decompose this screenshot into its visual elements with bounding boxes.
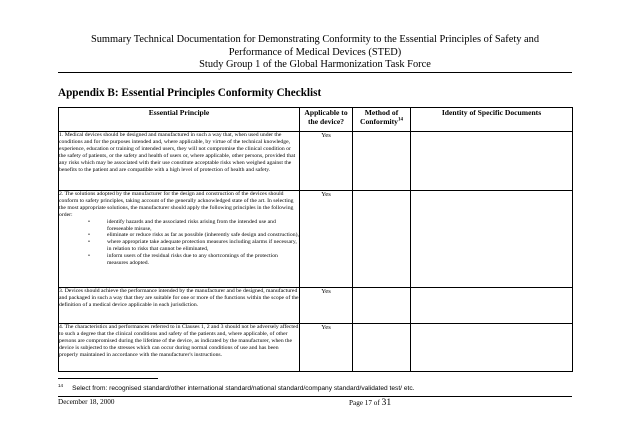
header-divider (58, 72, 572, 73)
footnote (58, 382, 414, 393)
header-line-1: Summary Technical Documentation for Demonstrating Conformity to the Essential Principles of Safety and (90, 34, 540, 45)
table-row (59, 191, 573, 288)
principle-cell: 4. The characteristics and performances referred to in Clauses 1, 2 and 3 should not be adversely affected to such a degree that the clinical conditions and safety of the patients and, where applicable, of other persons are compromised during the lifetime of the device, as indicated by the manufacturer, when the device is subjected to the stresses which can occur during normal conditions of use and has been properly maintained in accordance with the manufacturer's instructions. (59, 324, 300, 372)
list-item: • inform users of the residual risks due to any shortcomings of the protection measures adopted. (88, 253, 278, 267)
principle-cell (59, 191, 300, 288)
applicable-cell: Yes (300, 191, 353, 288)
col-header-documents: Identity of Specific Documents (411, 108, 573, 132)
appendix-title: Appendix B: Essential Principles Conformity Checklist (58, 87, 322, 99)
conformity-checklist-table (58, 107, 573, 372)
header-line-3: Study Group 1 of the Global Harmonization Task Force (199, 59, 431, 71)
col-header-applicable: Applicable to the device? (300, 108, 353, 132)
bullet-icon: • (88, 253, 90, 260)
principle-cell: 1. Medical devices should be designed and manufactured in such a way that, when used under the conditions and for the purposes intended and, where applicable, by virtue of the technical knowledge, experience, education or training of intended users, they will not compromise the clinical condition or the safety of patients, or the safety and health of users or, where applicable, other persons, provided that any risks which may be associated with their use constitute acceptable risks when weighed against the benefits to the patient and are compatible with a high level of protection of health and safety. (59, 132, 300, 191)
list-item: • identify hazards and the associated risks arising from the intended use and foreseeable misuse, (88, 218, 276, 232)
applicable-cell: Yes (300, 324, 353, 372)
table-header-row (59, 108, 573, 132)
method-cell (353, 288, 411, 324)
documents-cell (411, 324, 573, 372)
applicable-cell: Yes (300, 288, 353, 324)
footnote-divider (58, 378, 158, 379)
footnote-number: 14 (58, 383, 64, 388)
principle-bullet-list (59, 219, 299, 267)
page-header (58, 34, 572, 72)
documents-cell (411, 288, 573, 324)
footer-divider (58, 396, 572, 397)
documents-cell (411, 191, 573, 288)
table-row (59, 288, 573, 324)
header-line-2: Performance of Medical Devices (STED) (228, 46, 402, 58)
list-item: • eliminate or reduce risks as far as possible (inherently safe design and construction), (88, 232, 299, 239)
principle-text: 2. The solutions adopted by the manufacturer for the design and construction of the devices should conform to safety principles, taking account of the generally acknowledged state of the art. In selecting the most appropriate solutions, the manufacturer should apply the following principles in the following order: (59, 191, 294, 218)
bullet-icon: • (88, 218, 90, 225)
footer-date: December 18, 2000 (58, 398, 115, 406)
list-item: • where appropriate take adequate protection measures including alarms if necessary, in relation to risks that cannot be eliminated, (88, 239, 297, 253)
col-header-principle: Essential Principle (59, 108, 300, 132)
col-header-method: Method of Conformity$^{14}$ (353, 108, 411, 132)
method-cell (353, 132, 411, 191)
footnote-text: Select from: recognised standard/other international standard/national standard/company standard/validated test/ etc. (72, 385, 415, 393)
method-cell (353, 324, 411, 372)
applicable-cell: Yes (300, 132, 353, 191)
footnote-ref: 14 (397, 117, 403, 123)
table-row (59, 324, 573, 372)
table-row (59, 132, 573, 191)
bullet-icon: • (88, 239, 90, 246)
principle-cell: 3. Devices should achieve the performance intended by the manufacturer and be designed, manufactured and packaged in such a way that they are suitable for one or more of the functions within the scope of the definition of a medical device applicable in each jurisdiction. (59, 288, 300, 324)
bullet-icon: • (88, 232, 90, 239)
method-cell (353, 191, 411, 288)
documents-cell (411, 132, 573, 191)
page-number: Page 17 of 31 (349, 397, 392, 408)
